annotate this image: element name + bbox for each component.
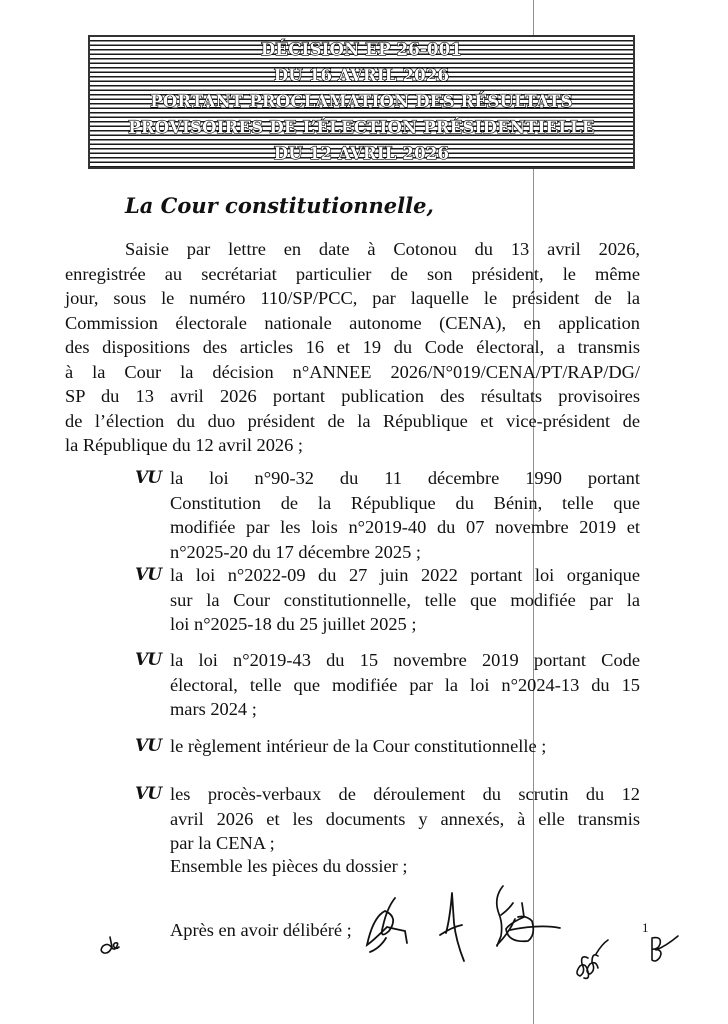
decision-number: DÉCISION EP 26-001 bbox=[260, 40, 463, 59]
vu-line: Constitution de la République du Bénin, telle que bbox=[170, 492, 640, 513]
vu-line: la loi n°2019-43 du 15 novembre 2019 portant Code bbox=[170, 650, 640, 670]
vu-line: la loi n°90-32 du 11 décembre 1990 portant bbox=[170, 468, 640, 488]
signature-1 bbox=[367, 898, 407, 952]
signature-2 bbox=[440, 893, 464, 961]
vu-line: n°2025-20 du 17 décembre 2025 ; bbox=[170, 541, 421, 562]
intro-line: enregistrée au secrétariat particulier de son président, le même bbox=[65, 263, 640, 284]
decision-subject-line-1: PORTANT PROCLAMATION DES RÉSULTATS bbox=[150, 92, 573, 111]
intro-line: la République du 12 avril 2026 ; bbox=[65, 435, 304, 455]
vu-line: les procès-verbaux de déroulement du scrutin du 12 bbox=[170, 784, 640, 804]
intro-line: de l’élection du duo président de la République et vice-président de bbox=[65, 410, 640, 431]
vu-line: modifiée par les lois n°2019-40 du 07 novembre 2019 et bbox=[170, 517, 640, 537]
vu-label: VU bbox=[135, 468, 162, 488]
initials-da bbox=[101, 937, 119, 953]
vu-line: loi n°2025-18 du 25 juillet 2025 ; bbox=[170, 614, 417, 634]
vu-line: par la CENA ; bbox=[170, 833, 275, 853]
election-date: DU 12 AVRIL 2026 bbox=[273, 144, 450, 163]
vu-label: VU bbox=[135, 784, 162, 804]
intro-line: Saisie par lettre en date à Cotonou du 13 avril 2026, bbox=[125, 239, 640, 259]
vu-item-internal-rules bbox=[135, 734, 640, 759]
vu-item-constitution bbox=[135, 466, 640, 564]
decision-subject-line-2: PROVISOIRES DE L’ÉLECTION PRÉSIDENTIELLE bbox=[128, 118, 595, 137]
vu-line: mars 2024 ; bbox=[170, 699, 257, 719]
intro-line: jour, sous le numéro 110/SP/PCC, par laquelle le président de la bbox=[65, 288, 640, 308]
court-heading: La Cour constitutionnelle, bbox=[125, 193, 434, 218]
decision-date: DU 16 AVRIL 2026 bbox=[273, 66, 450, 85]
intro-line: Commission électorale nationale autonome (CENA), en application bbox=[65, 312, 640, 333]
vu-line: électoral, telle que modifiée par la loi n°2024-13 du 15 bbox=[170, 674, 640, 695]
initials-88 bbox=[577, 940, 608, 978]
intro-line: des dispositions des articles 16 et 19 du Code électoral, a transmis bbox=[65, 337, 640, 357]
vu-line: avril 2026 et les documents y annexés, à elle transmis bbox=[170, 808, 640, 829]
intro-line: SP du 13 avril 2026 portant publication des résultats provisoires bbox=[65, 386, 640, 406]
vu-label: VU bbox=[135, 650, 162, 670]
intro-paragraph bbox=[65, 237, 640, 458]
vu-item-organic-law bbox=[135, 563, 640, 637]
vu-line: la loi n°2022-09 du 27 juin 2022 portant loi organique bbox=[170, 565, 640, 585]
vu-label: VU bbox=[135, 736, 162, 756]
vu-label: VU bbox=[135, 565, 162, 585]
vu-item-electoral-code bbox=[135, 648, 640, 722]
decision-title-box bbox=[88, 35, 635, 169]
intro-line: à la Cour la décision n°ANNEE 2026/N°019/CENA/PT/RAP/DG/ bbox=[65, 361, 640, 382]
initials-b bbox=[652, 936, 678, 961]
vu-line: le règlement intérieur de la Cour constitutionnelle ; bbox=[170, 736, 547, 756]
deliberation-statement: Après en avoir délibéré ; bbox=[170, 920, 352, 940]
ensemble-statement: Ensemble les pièces du dossier ; bbox=[170, 856, 408, 876]
vu-item-minutes bbox=[135, 782, 640, 856]
signature-3 bbox=[497, 886, 560, 946]
vu-line: sur la Cour constitutionnelle, telle que modifiée par la bbox=[170, 589, 640, 610]
page-number: 1 bbox=[642, 920, 649, 935]
